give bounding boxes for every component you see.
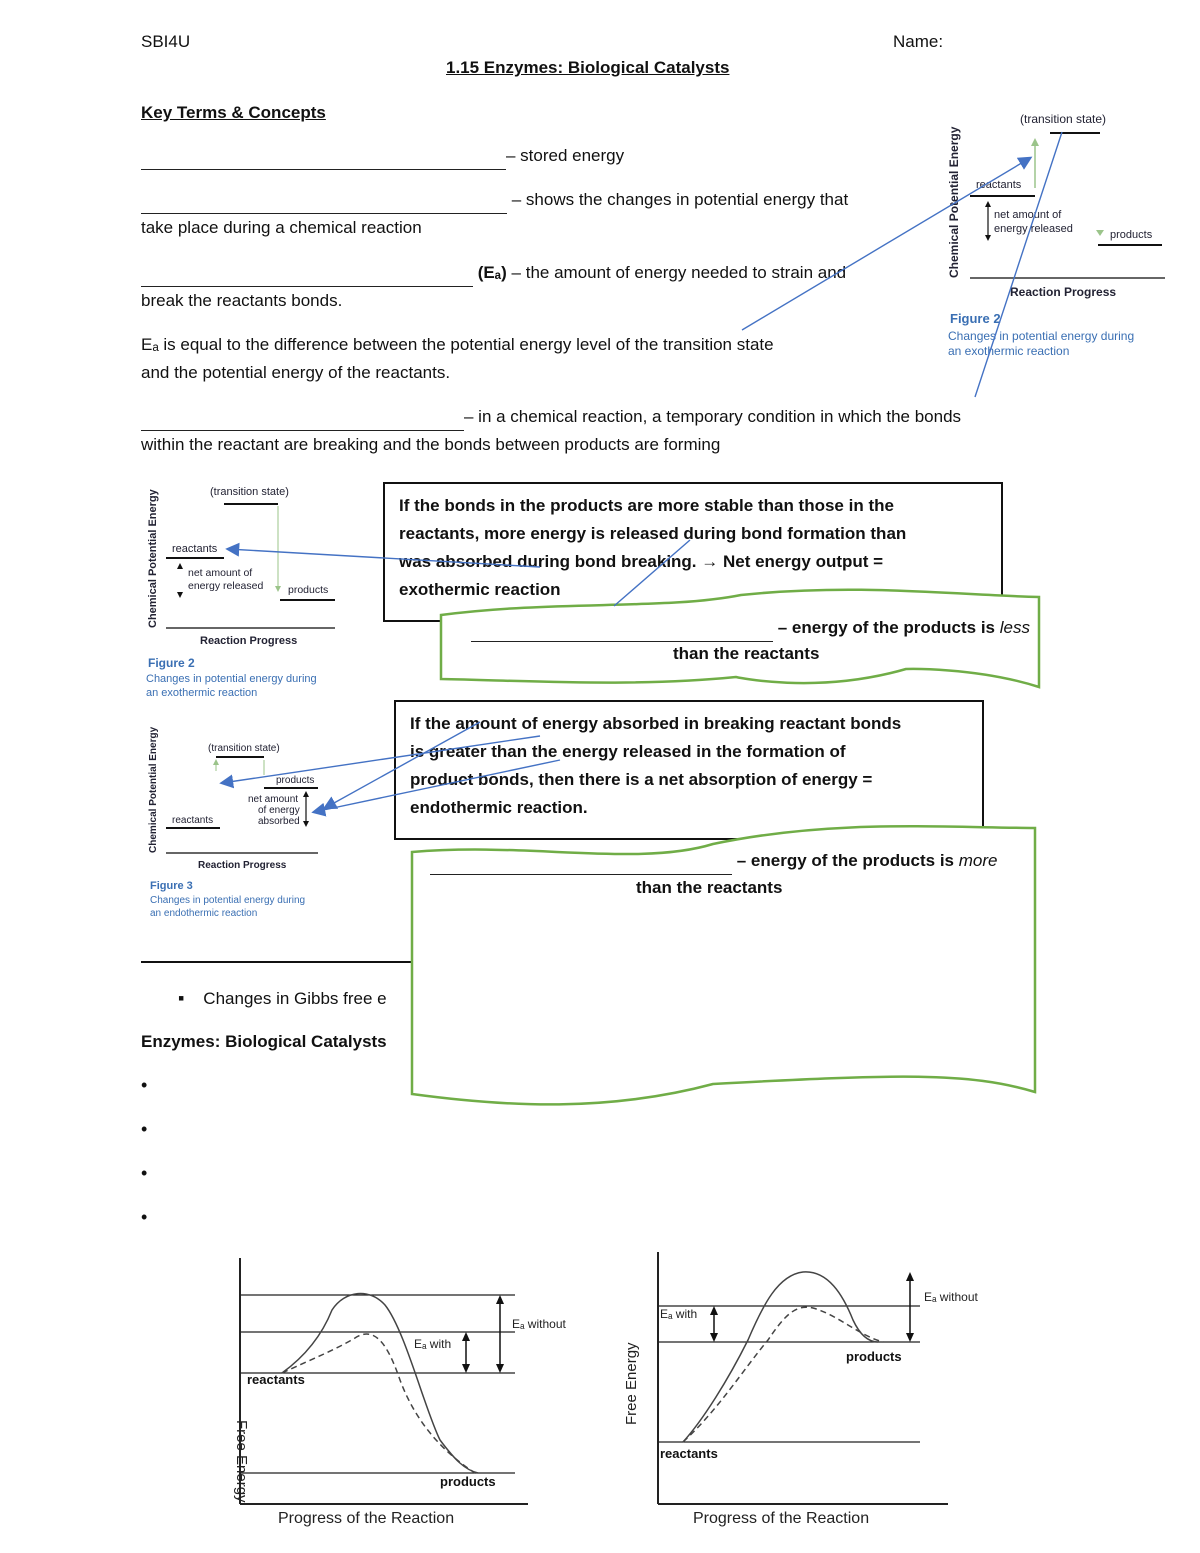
- answer-blank-endothermic[interactable]: [430, 854, 732, 875]
- svg-text:reactants: reactants: [172, 815, 214, 826]
- figure-exothermic-top: [940, 108, 1175, 363]
- svg-text:Figure 3: Figure 3: [150, 880, 193, 892]
- endothermic-info-box: If the amount of energy absorbed in breaking reactant bonds is greater than the energy released in the formation of product bonds, then there is a net absorption of energy = endothermic reaction.: [394, 700, 984, 840]
- key-terms-heading: Key Terms & Concepts: [141, 103, 326, 122]
- enzyme-bullet-4: •: [141, 1207, 148, 1227]
- page-title: 1.15 Enzymes: Biological Catalysts: [446, 58, 730, 77]
- svg-text:net amount: net amount: [248, 794, 299, 805]
- answer-blank-exothermic[interactable]: [471, 621, 773, 642]
- svg-text:Figure 2: Figure 2: [148, 656, 195, 670]
- endothermic-term-line-2: than the reactants: [636, 878, 783, 897]
- ea-explanation-1: Eₐ is equal to the difference between the potential energy level of the transition state: [141, 335, 774, 354]
- graph1-ea-without: Eₐ without: [512, 1317, 566, 1331]
- svg-text:(transition state): (transition state): [210, 486, 289, 498]
- gibbs-bullet: ▪ Changes in Gibbs free e: [178, 988, 387, 1008]
- name-label: Name:: [893, 32, 944, 51]
- answer-blank-1[interactable]: [141, 149, 506, 170]
- svg-text:Changes in potential energy du: Changes in potential energy during: [150, 895, 306, 906]
- curve-with-enzyme: [282, 1334, 475, 1473]
- ea-explanation-2: and the potential energy of the reactants.: [141, 363, 451, 382]
- enzyme-bullet-2: •: [141, 1119, 148, 1139]
- svg-text:products: products: [288, 584, 329, 596]
- svg-text:Reaction Progress: Reaction Progress: [1010, 285, 1117, 299]
- svg-text:reactants: reactants: [172, 543, 218, 555]
- exothermic-term-line-2: than the reactants: [673, 644, 820, 663]
- graph2-curve-with: [683, 1307, 883, 1442]
- svg-text:energy released: energy released: [188, 580, 264, 592]
- enzyme-bullet-1: •: [141, 1075, 148, 1095]
- fig-reactants-label: reactants: [976, 179, 1022, 191]
- term-transition-state: – in a chemical reaction, a temporary condition in which the bonds: [141, 403, 961, 431]
- enzymes-heading: Enzymes: Biological Catalysts: [141, 1032, 387, 1051]
- graph2-reactants: reactants: [660, 1446, 718, 1461]
- svg-text:net amount of: net amount of: [994, 209, 1062, 221]
- svg-text:an exothermic reaction: an exothermic reaction: [146, 687, 258, 699]
- term-activation-energy: (Eₐ) – the amount of energy needed to strain and: [141, 259, 846, 287]
- svg-text:energy released: energy released: [994, 223, 1073, 235]
- svg-text:products: products: [276, 775, 315, 786]
- svg-text:an exothermic reaction: an exothermic reaction: [948, 344, 1070, 358]
- exothermic-info-box: If the bonds in the products are more stable than those in the reactants, more energy is released during bond formation than was absorbed during bond breaking. → Net energy output = exothermic reaction: [383, 482, 1003, 622]
- graph2-ylabel: Free Energy: [623, 1342, 640, 1425]
- svg-text:net amount of: net amount of: [188, 567, 253, 579]
- graph-endothermic-enzyme: [623, 1250, 998, 1550]
- svg-text:Chemical Potential Energy: Chemical Potential Energy: [147, 489, 159, 628]
- svg-text:Chemical Potential Energy: Chemical Potential Energy: [148, 726, 159, 853]
- fig-ylabel: Chemical Potential Energy: [947, 126, 961, 278]
- graph2-xlabel: Progress of the Reaction: [693, 1510, 870, 1527]
- enzyme-bullet-3: •: [141, 1163, 148, 1183]
- course-code: SBI4U: [141, 32, 191, 51]
- graph1-xlabel: Progress of the Reaction: [278, 1510, 455, 1527]
- answer-blank-3[interactable]: [141, 266, 473, 287]
- svg-text:of energy: of energy: [258, 805, 300, 816]
- curve-without-enzyme: [282, 1294, 478, 1473]
- answer-blank-2[interactable]: [141, 193, 507, 214]
- graph2-ea-with: Eₐ with: [660, 1307, 698, 1321]
- figure-endothermic-left: [140, 726, 340, 921]
- term-transition-state-cont: within the reactant are breaking and the bonds between products are forming: [141, 435, 721, 454]
- fig-products-label: products: [1110, 229, 1153, 241]
- term-energy-diagram: – shows the changes in potential energy that: [141, 186, 848, 214]
- graph1-ea-with: Eₐ with: [414, 1337, 452, 1351]
- graph-exothermic-enzyme: [210, 1250, 590, 1550]
- divider-line: [141, 961, 421, 963]
- svg-text:Figure 2: Figure 2: [950, 311, 1001, 326]
- exothermic-term-line: – energy of the products is less: [471, 614, 1030, 642]
- term-activation-energy-cont: break the reactants bonds.: [141, 291, 343, 310]
- svg-text:absorbed: absorbed: [258, 816, 300, 827]
- svg-text:Changes in potential energy du: Changes in potential energy during: [146, 673, 317, 685]
- svg-text:Reaction Progress: Reaction Progress: [200, 635, 298, 647]
- figure-exothermic-left: [140, 480, 340, 698]
- graph1-reactants: reactants: [247, 1372, 305, 1387]
- graph2-ea-without: Eₐ without: [924, 1290, 978, 1304]
- graph1-products: products: [440, 1474, 496, 1489]
- term-potential-energy: – stored energy: [141, 142, 624, 170]
- term-energy-diagram-cont: take place during a chemical reaction: [141, 218, 422, 237]
- answer-blank-4[interactable]: [141, 410, 464, 431]
- endothermic-term-line: – energy of the products is more: [430, 847, 997, 875]
- svg-text:Reaction Progress: Reaction Progress: [198, 860, 287, 871]
- fig-transition-label: (transition state): [1020, 112, 1107, 126]
- svg-text:Changes in potential energy du: Changes in potential energy during: [948, 329, 1135, 343]
- graph2-products: products: [846, 1349, 902, 1364]
- graph1-ylabel: Free Energy: [233, 1420, 250, 1503]
- svg-text:(transition state): (transition state): [208, 743, 280, 754]
- svg-text:an endothermic reaction: an endothermic reaction: [150, 908, 258, 919]
